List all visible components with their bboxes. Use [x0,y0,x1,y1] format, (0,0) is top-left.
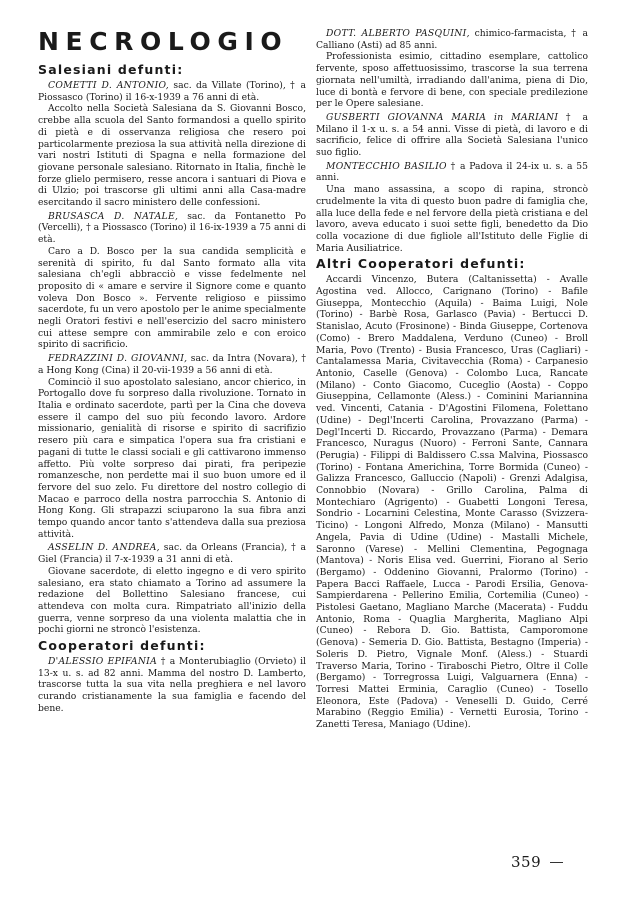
page-title: NECROLOGIO [38,27,289,56]
entry-heading [316,112,588,159]
entry-heading [38,211,306,246]
obituary-entry [38,656,306,715]
deceased-name: D'ALESSIO EPIFANIA [48,656,158,668]
entry-body: Giovane sacerdote, di eletto ingegno e di vero spirito salesiano, era stato chiamato a Torino ad assumere la redazione del Bollettino Salesiano francese, cui attendeva con molta cura. Rimpatriato all'inizio della guerra, venne sorpreso da una violenta malattia che in pochi giorni ne stroncò l'esistenza. [38,565,306,636]
entry-body: Una mano assassina, a scopo di rapina, stroncò crudelmente la vita di questo buon padre di famiglia che, alla luce della fede e nel fervore della pietà cristiana e del lavoro, aveva educato i suoi sette figli, benedetto da Dio colla vocazione di due figliole all'Istituto delle Figlie di Maria Ausiliatrice. [316,184,588,254]
left-column [38,28,306,717]
obituary-entry [38,542,306,636]
obituary-entry [38,80,306,209]
deceased-name: MONTECCHIO BASILIO [326,160,447,172]
obituary-entry [38,353,306,540]
entry-details: † a Milano il 1-x u. s. a 54 anni. Visse di pietà, di lavoro e di sacrificio, felice di offrire alla Società Salesiana l'unico suo figlio. [316,111,588,159]
entry-heading [316,161,588,184]
deceased-name: COMETTI D. ANTONIO, [48,80,170,91]
entry-details: sac. da Intra (Novara), † a Hong Kong (Cina) il 20-vii-1939 a 56 anni di età. [38,353,306,376]
page-number-dash [550,862,563,863]
right-column [316,28,588,731]
obituary-entry [316,161,588,255]
obituary-entry [38,211,306,351]
entry-heading [38,353,306,376]
entry-body: Cominciò il suo apostolato salesiano, ancor chierico, in Portogallo dove fu sorpreso dalla rivoluzione. Tornato in Italia e ordinato sacerdote, partì per la Cina che doveva essere il campo del suo più fecondo lavoro. Ardore missionario, genialità di risorse e spirito di sacrifizio resero più cara e simpatica l'opera sua fra cristiani e pagani di tutte le classi sociali e gli cattivarono immenso affetto. Più volte sorpreso dai pirati, fra peripezie romanzesche, non perdette mai il suo buon umore ed il fervore del suo zelo. Fu direttore del nostro collegio di Macao e parroco della nostra parrocchia S. Antonio di Hong Kong. Gli strapazzi sciuparono la sua fibra anzi tempo quando ancor tanto s'attendeva dalla sua preziosa attività. [38,376,306,540]
page-number: 359 [511,853,542,871]
other-cooperators-list: Accardi Vincenzo, Butera (Caltanissetta) - Avalle Agostina ved. Allocco, Carignano (Torino) - Bafile Giuseppa, Montecchio (Aquila) - Baima Luigi, Nole (Torino) - Barbè Rosa, Garlasco (Pavia) - Bertucci D. Stanislao, Acuto (Frosinone) - Binda Giuseppe, Cortenova (Como) - Brero Maddalena, Verduno (Cuneo) - Broll Maria, Povo (Trento) - Busia Francesco, Uras (Cagliari) - Cantalamessa Maria, Civitavecchia (Roma) - Carpanesio Antonio, Caselle (Genova) - Colombo Luca, Rancate (Milano) - Conto Giacomo, Cuceglio (Aosta) - Coppo Giuseppina, Cellamonte (Aless.) - Cominini Mariannina ved. Vincenti, Catania - D'Agostini Filomena, Folettano (Udine) - Degl'Incerti Carolina, Provazzano (Parma) - Degl'Incerti D. Riccardo, Provazzano (Parma) - Demara Francesco, Nuragus (Nuoro) - Ferroni Sante, Cannara (Perugia) - Filippi di Baldissero C.ssa Malvina, Piossasco (Torino) - Fontana Americhina, Torre Bormida (Cuneo) - Galizza Francesco, Galluccio (Napoli) - Grenzi Adalgisa, Connobbio (Novara) - Grillo Carolina, Palma di Montechiaro (Agrigento) - Guabetti Longoni Teresa, Sondrio - Locarnini Celestina, Monte Carasso (Svizzera-Ticino) - Longoni Alfredo, Monza (Milano) - Mansutti Angela, Pavia di Udine (Udine) - Mastalli Michele, Saronno (Varese) - Mellini Clementina, Pegognaga (Mantova) - Noris Elisa ved. Guerrini, Fiorano al Serio (Bergamo) - Oddenino Giovanni, Pralormo (Torino) - Papera Bacci Raffaele, Lucca - Parodi Ersilia, Genova-Sampierdarena - Pellerino Emilia, Cortemilia (Cuneo) - Pistolesi Gaetano, Magliano Marche (Macerata) - Fuddu Antonio, Roma - Quaglia Margherita, Magliano Alpi (Cuneo) - Rebora D. Gio. Battista, Camporomone (Genova) - Semeria D. Gio. Battista, Bestagno (Imperia) - Soleris D. Pietro, Vignale Monf. (Aless.) - Stuardi Traverso Maria, Torino - Tiraboschi Pietro, Oltre il Colle (Bergamo) - Torregrossa Luigi, Valguarnera (Enna) - Torresi Mattei Erminia, Caraglio (Cuneo) - Tosello Eleonora, Este (Padova) - Veneselli D. Guido, Cerré Marabino (Reggio Emilia) - Vernetti Eurosia, Torino - Zanetti Teresa, Maniago (Udine). [316,274,588,731]
entry-heading [316,28,588,51]
deceased-name: GUSBERTI GIOVANNA MARIA in MARIANI [326,111,559,123]
entry-heading [38,80,306,103]
deceased-name: DOTT. ALBERTO PASQUINI, [326,28,470,39]
entry-details: sac. da Villate (Torino), † a Piossasco (Torino) il 16-x-1939 a 76 anni di età. [38,80,307,103]
obituary-entry [316,112,588,159]
deceased-name: FEDRAZZINI D. GIOVANNI, [48,353,188,365]
entry-details: † a Padova il 24-ix u. s. a 55 anni. [316,160,588,184]
entry-details: † a Monterubiaglio (Orvieto) il 13-x u. s. ad 82 anni. Mamma del nostro D. Lamberto, trascorse tutta la sua vita nella preghiera e nel lavoro curando cristianamente la sua famiglia e facendo del bene. [38,656,306,714]
entry-body: Professionista esimio, cittadino esemplare, cattolico fervente, sposo affettuosissimo, trascorse la sua terrena giornata nell'umiltà, irradiando dall'anima, piena di Dio, luce di bontà e fervore di bene, con speciale predilezione per le Opere salesiane. [316,51,588,110]
entry-heading [38,542,306,565]
deceased-name: BRUSASCA D. NATALE, [48,210,179,222]
deceased-name: ASSELIN D. ANDREA, [48,542,160,554]
section-title-altri-cooperatori: Altri Cooperatori defunti: [316,256,526,272]
entry-body: Caro a D. Bosco per la sua candida semplicità e serenità di spirito, fu dal Santo formato alla vita salesiana ch'egli abbracciò e visse fedelmente nel proposito di « amare e servire il Signore come e quanto voleva Don Bosco ». Fervente religioso e piissimo sacerdote, fu un vero apostolo per le anime specialmente negli Oratori festivi e nell'esercizio del sacro ministero cui attese sempre con ammirabile zelo e con eroico spirito di sacrificio. [38,245,306,351]
entry-body: Accolto nella Società Salesiana da S. Giovanni Bosco, crebbe alla scuola del Santo formandosi a quello spirito di pietà e di osservanza religiosa che resero poi particolarmente preziosa la sua attività nella direzione di vari nostri Istituti di Spagna e nella formazione del giovane personale salesiano. Ritornato in Italia, finchè le forze glielo permisero, resse ancora i santuari di Piova e di Ulzio; poi trascorse gli ultimi anni alla Casa-madre esercitando il sacro ministero delle confessioni. [38,103,306,209]
entry-details: chimico-farmacista, † a Calliano (Asti) ad 85 anni. [316,28,588,51]
entry-heading [38,656,306,715]
section-title-salesiani: Salesiani defunti: [38,62,184,77]
entry-details: sac. da Orleans (Francia), † a Giel (Francia) il 7-x-1939 a 31 anni di età. [38,542,306,566]
obituary-entry [316,28,588,110]
entry-details: sac. da Fontanetto Po (Vercelli), † a Piossasco (Torino) il 16-ix-1939 a 75 anni di età. [38,210,306,246]
section-title-cooperatori: Cooperatori defunti: [38,638,206,654]
